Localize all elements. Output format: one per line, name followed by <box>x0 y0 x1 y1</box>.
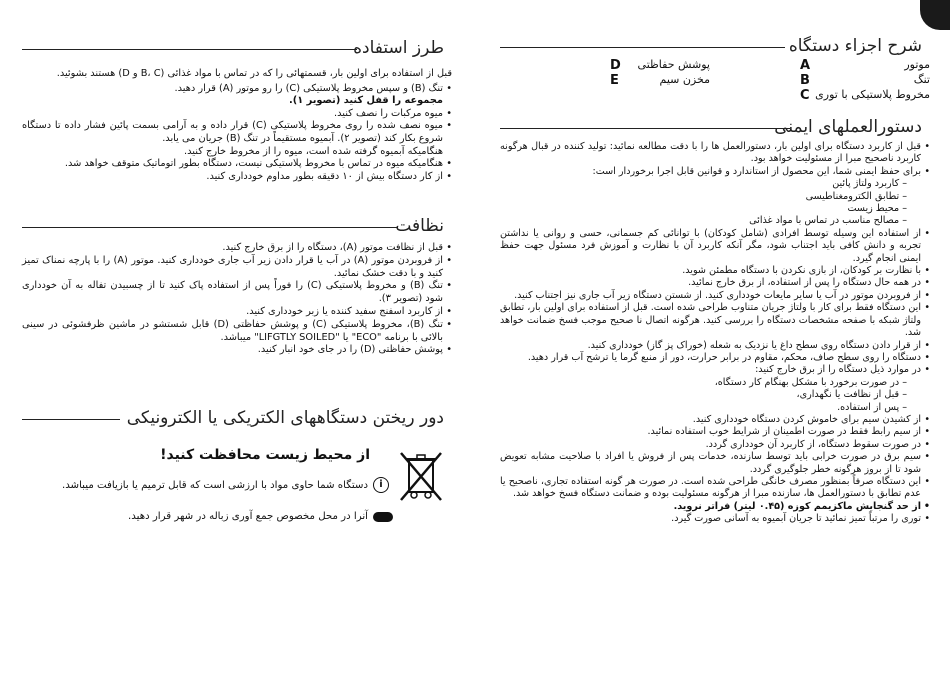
part-a <box>800 58 930 72</box>
info-icon: i <box>373 477 389 493</box>
unplug-case: – پس از استفاده. <box>837 401 907 413</box>
part-b <box>800 73 930 87</box>
part-name: پوشش حفاظتی <box>637 58 710 71</box>
list-item: • تنگ (B)، مخروط پلاستیکی (C) و پوشش حفاظتی (D) قابل شستشو در ماشین ظرفشوئی در سینی بالائی با برنامه "ECO" یا "LIFGTLY SOILED" میباشد. <box>22 319 452 345</box>
crossed-bin-icon <box>398 450 444 506</box>
unplug-case-text: پس از استفاده. <box>837 401 900 413</box>
list-item: • از استفاده این وسیله توسط افرادی (شامل کودکان) با توانائی کم جسمانی، حسی و روانی یا نداشتن تجربه و دانش کافی باید اجتناب شود، مگر آنکه کاربرد آن با نظارت و آموزش فرد مسئول جهت حفظ ایمنی انجام گیرد. <box>500 228 930 265</box>
list-item: • از سیم رابط فقط در صورت اطمینان از شرایط خوب استفاده نمائید. <box>500 426 930 438</box>
part-e <box>610 73 710 87</box>
unplug-case-text: در صورت برخورد با مشکل بهنگام کار دستگاه، <box>714 376 900 388</box>
usage-header <box>22 38 452 60</box>
standard-item: – محیط زیست <box>847 203 907 215</box>
part-letter: A <box>800 58 811 73</box>
parts-title: شرح اجزاء دستگاه <box>788 36 922 56</box>
list-item: • با نظارت بر کودکان، از بازی نکردن با دستگاه مطمئن شوید. <box>500 265 930 277</box>
list-item: • این دستگاه صرفاً بمنظور مصرف خانگی طراحی شده است. در صورت هر گونه استفاده تجاری، ناصحیح یا عدم تطابق با دستورالعمل ها، سازنده مبرا از هرگونه مسئولیت بوده و ضمانت دستگاه فسخ خواهد شد. <box>500 476 930 501</box>
standard-text: محیط زیست <box>847 203 900 215</box>
list-item: • در صورت سقوط دستگاه، از کاربرد آن خودداری گردد. <box>500 439 930 451</box>
parts-list <box>500 58 930 108</box>
usage-intro: قبل از استفاده برای اولین بار، قسمتهائی را که در تماس با مواد غذائی (B، C و D) هستند بشوئید. <box>56 68 452 79</box>
part-letter: D <box>610 58 621 73</box>
list-item-text: مجموعه را قفل کنید (تصویر ۱). <box>289 95 443 107</box>
list-item-text: تنگ (B) و سپس مخروط پلاستیکی (C) را رو موتور (A) قرار دهید. <box>174 82 443 94</box>
part-name: مخروط پلاستیکی با توری <box>815 88 930 101</box>
list-item-text: میوه نصف شده را روی مخروط پلاستیکی (C) قرار داده و به آرامی بسمت پائین فشار داده تا دستگاه شروع بکار کند (تصویر ۲). آبمیوه مستقیماً در تنگ (B) جریان می یابد. <box>22 120 443 144</box>
list-item: • از فروبردن موتور در آب یا سایر مایعات خودداری کنید. از شستن دستگاه زیر آب جاری نیز اجتناب کنید. <box>500 290 930 302</box>
list-item: • پوشش حفاظتی (D) را در جای خود انبار کنید. <box>22 344 452 357</box>
list-item-text: در موارد ذیل دستگاه را از برق خارج کنید: <box>755 364 921 376</box>
list-item: • از کاربرد اسفنج سفید کننده یا زبر خودداری کنید. <box>22 306 452 319</box>
env-title: از محیط زیست محافظت کنید! <box>160 447 370 463</box>
safety-title: دستورالعملهای ایمنی <box>774 117 922 137</box>
list-item-text: برای حفظ ایمنی شما، این محصول از استاندارد و قوانین قابل اجرا برخوردار است: <box>592 165 921 177</box>
part-c <box>800 88 930 102</box>
list-item: • از حد گنجایش ماکزیمم کوزه (۰.۴۵ لیتر) فراتر نروید. <box>500 501 930 513</box>
list-item: • در همه حال دستگاه را پس از استفاده، از برق خارج نمائید. <box>500 277 930 289</box>
part-letter: E <box>610 73 619 88</box>
page-corner-tab <box>920 0 950 30</box>
env-line-2: آنرا در محل مخصوص جمع آوری زباله در شهر قرار دهید. <box>128 511 368 522</box>
cleaning-header <box>22 216 452 238</box>
list-item: • از قرار دادن دستگاه روی سطح داغ یا نزدیک به شعله (خوراک پز گاز) خودداری کنید. <box>500 340 930 352</box>
standard-text: کاربرد ولتاژ پائین <box>832 178 900 190</box>
standard-item: – تطابق الکترومغناطیسی <box>805 190 907 202</box>
list-item: • سیم برق در صورت خرابی باید توسط سازنده، خدمات پس از فروش یا افراد با صلاحیت مشابه تعویض شود تا از بروز هرگونه خطر جلوگیری گردد. <box>500 451 930 476</box>
part-name: موتور <box>904 58 930 71</box>
list-item <box>22 83 452 108</box>
usage-section <box>22 68 452 183</box>
unplug-case: – در صورت برخورد با مشکل بهنگام کار دستگاه، <box>714 376 907 388</box>
safety-list <box>500 141 930 526</box>
parts-header <box>500 36 930 58</box>
standard-text: تطابق الکترومغناطیسی <box>805 190 900 202</box>
list-item: • قبل از کاربرد دستگاه برای اولین بار، دستورالعمل ها را با دقت مطالعه نمائید: تولید کننده در قبال هرگونه کاربرد ناصحیح مبرا از مسئولیت خواهد بود. <box>500 141 930 166</box>
part-letter: C <box>800 88 810 103</box>
standards-list <box>500 178 921 228</box>
list-item: • دستگاه را روی سطح صاف، محکم، مقاوم در برابر حرارت، دور از منبع گرما یا ترشح آب قرار دهید. <box>500 352 930 364</box>
unplug-case-text: قبل از نظافت یا نگهداری، <box>796 389 900 401</box>
disposal-marker-icon <box>373 512 393 522</box>
list-item: • قبل از نظافت موتور (A)، دستگاه را از برق خارج کنید. <box>22 242 452 255</box>
part-name: مخزن سیم <box>659 73 710 86</box>
safety-header <box>500 117 930 139</box>
unplug-case: – قبل از نظافت یا نگهداری، <box>796 389 907 401</box>
part-d <box>610 58 710 72</box>
list-item: • از کشیدن سیم برای خاموش کردن دستگاه خودداری کنید. <box>500 414 930 426</box>
disposal-header <box>22 408 452 430</box>
list-item: • هنگامیکه میوه در تماس با مخروط پلاستیکی نیست، دستگاه بطور اتوماتیک متوقف خواهد شد. <box>22 158 452 171</box>
part-name: تنگ <box>913 73 930 86</box>
list-item: • میوه مرکبات را نصف کنید. <box>22 108 452 121</box>
cleaning-section <box>22 242 452 357</box>
disposal-title: دور ریختن دستگاههای الکتریکی یا الکترونیکی <box>126 408 444 428</box>
list-item <box>500 166 930 228</box>
list-item: • از کار دستگاه بیش از ۱۰ دقیقه بطور مداوم خودداری کنید. <box>22 171 452 184</box>
list-item-text: هنگامیکه آبمیوه گرفته شده است، میوه را از مخروط خارج کنید. <box>184 145 443 157</box>
list-item <box>500 364 930 414</box>
list-item: • توری را مرتباً تمیز نمائید تا جریان آبمیوه به آسانی صورت گیرد. <box>500 513 930 525</box>
standard-item: – مصالح مناسب در تماس با مواد غذائی <box>749 215 907 227</box>
list-item: • این دستگاه فقط برای کار با ولتاژ جریان متناوب طراحی شده است. قبل از استفاده برای اولین بار، تطابق ولتاژ شبکه با صفحه مشخصات دستگاه را بررسی کنید. هرگونه اتصال نا صحیح موجب فسخ ضمانت خواهد شد. <box>500 302 930 339</box>
list-item: • تنگ (B) و مخروط پلاستیکی (C) را فوراً پس از استفاده پاک کنید تا از چسبیدن تفاله به آن خودداری شود (تصویر ۳). <box>22 280 452 306</box>
standard-item: – کاربرد ولتاژ پائین <box>832 178 907 190</box>
list-item: • از فروبردن موتور (A) در آب یا قرار دادن زیر آب جاری خودداری کنید. موتور (A) را با پارچه نمناک تمیز کنید و با دقت خشک نمائید. <box>22 255 452 281</box>
list-item <box>22 120 452 158</box>
cleaning-title: نظافت <box>395 216 444 236</box>
usage-title: طرز استفاده <box>353 38 444 58</box>
unplug-cases <box>500 377 921 414</box>
env-line-1: دستگاه شما حاوی مواد با ارزشی است که قابل ترمیم یا بازیافت میباشد. <box>61 480 368 491</box>
part-letter: B <box>800 73 810 88</box>
standard-text: مصالح مناسب در تماس با مواد غذائی <box>749 215 900 227</box>
